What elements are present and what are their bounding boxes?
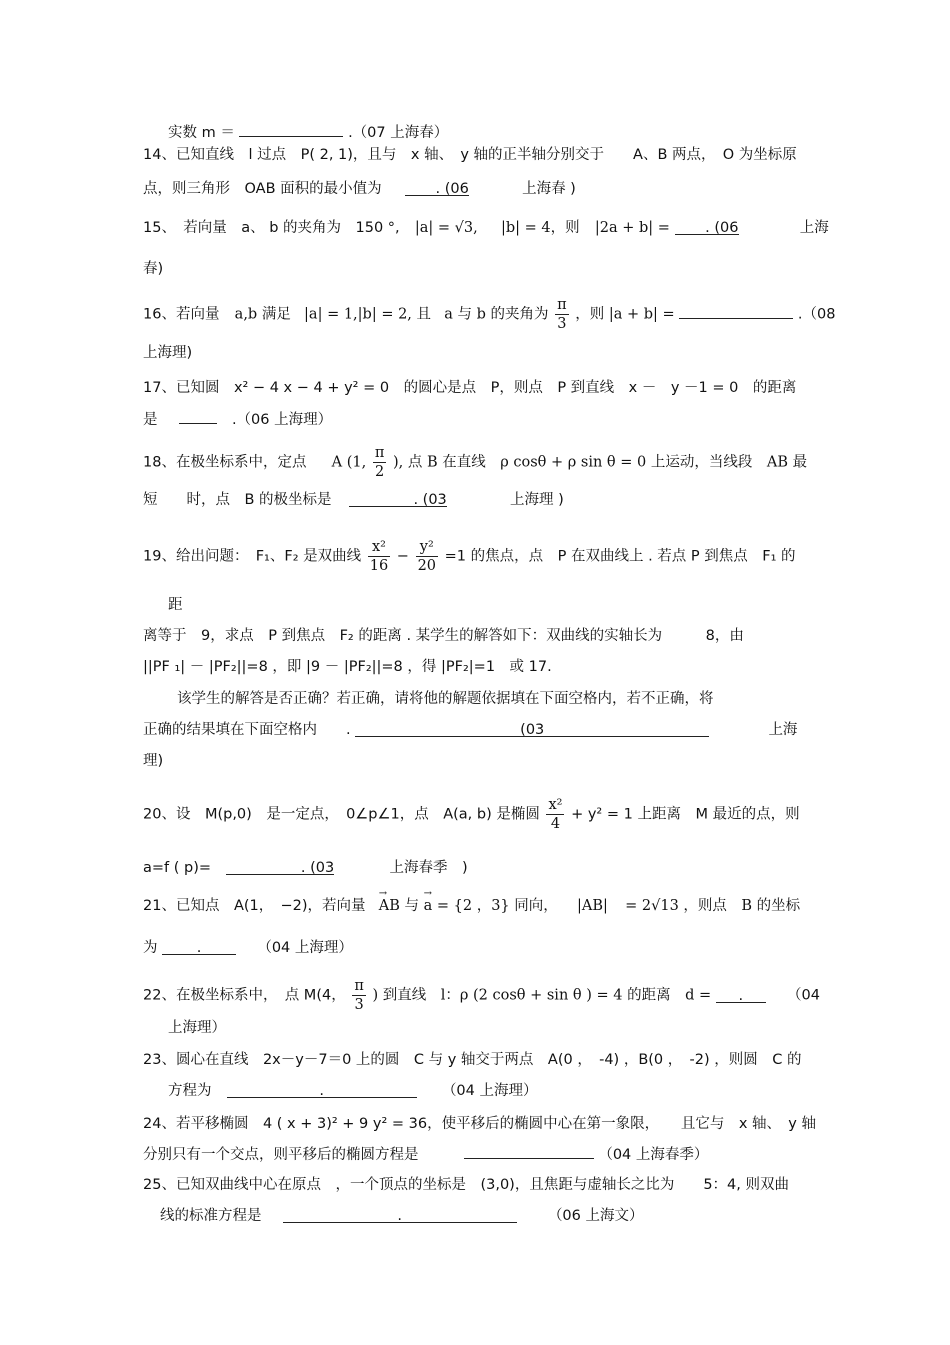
text: ，则: [575, 306, 605, 323]
fraction-y2-over-20: [416, 538, 438, 575]
question-20-line1: [143, 796, 803, 833]
numerator: π: [557, 297, 567, 313]
question-19-line3: [143, 626, 803, 646]
question-14-line2: [143, 179, 803, 199]
vector-a: → a: [424, 896, 433, 916]
text: 18、在极坐标系中，定点: [143, 454, 307, 471]
math-expr: a 与 b 的夹角为: [444, 306, 549, 323]
source-note: .（07 上海春）: [348, 125, 449, 141]
source-note: 上海: [768, 722, 798, 738]
source-note: （04 上海理）: [257, 940, 353, 956]
answer-blank: [179, 407, 217, 424]
numerator: x²: [368, 538, 390, 557]
answer-blank: [226, 858, 334, 875]
source-note: （04 上海理）: [441, 1083, 538, 1099]
numerator: π: [374, 445, 385, 461]
source-note: . (03: [413, 492, 447, 508]
answer-blank: [405, 179, 469, 196]
line-real-m: [168, 120, 828, 143]
source-note: 上海春季 ): [389, 860, 468, 876]
answer-blank: [716, 986, 766, 1003]
question-20-line2: [143, 858, 803, 878]
fraction-x2-over-16: [368, 538, 390, 575]
answer-blank: [239, 120, 343, 137]
denominator: 3: [557, 316, 567, 332]
question-24-line1: [143, 1114, 816, 1134]
question-23-line1: [143, 1050, 803, 1070]
denominator: 20: [417, 558, 437, 574]
question-25-line2: [160, 1206, 820, 1226]
answer-blank: [162, 938, 236, 955]
math-expr: |a| = √3,: [414, 220, 478, 236]
source-note: （04 上海春季）: [598, 1147, 709, 1163]
fraction-pi-over-3: [352, 977, 366, 1014]
text: 分别只有一个交点，则平移后的椭圆方程是: [143, 1147, 419, 1163]
question-25-line1: [143, 1175, 803, 1195]
text: .: [319, 1083, 325, 1099]
text: 20、设 M(p,0) 是一定点， 0∠p∠1，点 A(a, b) 是椭圆: [143, 806, 540, 823]
text: 17、已知圆 x² − 4 x − 4 + y² = 0 的圆心是点 P，则点 P 到直线 x － y －1 = 0 的距离: [143, 380, 797, 396]
source-note: 理): [143, 753, 164, 769]
question-21-line1: [143, 896, 803, 916]
source-note: (03: [520, 722, 545, 738]
answer-blank: [679, 302, 793, 319]
text: .: [397, 1208, 403, 1224]
numerator: y²: [416, 538, 438, 557]
text: 24、若平移椭圆 4 ( x + 3)² + 9 y² = 36，使平移后的椭圆中心在第一象限， 且它与 x 轴、 y 轴: [143, 1116, 816, 1132]
question-17-line1: [143, 378, 803, 398]
text: + y² = 1 上距离 M 最近的点，则: [571, 806, 800, 823]
question-23-line2: [168, 1081, 828, 1101]
text: =1 的焦点，点 P 在双曲线上 . 若点 P 到焦点 F₁ 的: [444, 548, 796, 565]
vector-ab-magnitude: |AB|: [577, 898, 608, 914]
math-expr: ), 点 B 在直线 ρ cosθ + ρ sin θ = 0 上运动，当线段 AB 最: [393, 454, 808, 471]
source-note: （04: [786, 987, 820, 1004]
source-note: .（06 上海理）: [231, 412, 333, 428]
source-note: . (06: [435, 181, 469, 197]
question-19-line5: [177, 689, 837, 709]
denominator: 16: [369, 558, 389, 574]
source-note: 春): [143, 261, 164, 277]
question-19-line6: [143, 720, 803, 740]
numerator: x²: [548, 797, 563, 813]
math-expr: = 2√13 ，则点 B 的坐标: [625, 898, 801, 914]
text: .: [196, 940, 202, 956]
text: 线的标准方程是: [160, 1208, 262, 1224]
answer-blank: [227, 1081, 417, 1098]
denominator: 2: [375, 464, 385, 480]
text: 22、在极坐标系中， 点 M(4，: [143, 987, 346, 1004]
text: 21、已知点 A(1， −2)，若向量: [143, 898, 366, 914]
question-15-line2: [143, 259, 803, 279]
source-note: . (03: [300, 860, 335, 876]
fraction-pi-over-2: [373, 444, 387, 481]
question-21-line2: [143, 938, 803, 958]
question-19-line7: [143, 751, 803, 771]
text: 19、给出问题： F₁、F₂ 是双曲线: [143, 548, 362, 565]
denominator: 4: [550, 816, 561, 832]
question-16-line2: [143, 343, 803, 363]
math-expr: =: [657, 220, 670, 236]
text: 为: [143, 940, 158, 956]
question-18-line2: [143, 490, 803, 510]
answer-blank: [283, 1206, 517, 1223]
source-note: . (06: [705, 220, 739, 236]
math-expr: A (1,: [331, 454, 367, 471]
math-expr: = {2 ，3} 同向，: [436, 898, 558, 914]
answer-blank: [349, 490, 447, 507]
text: 16、若向量: [143, 306, 220, 323]
math-expr: |b| = 4，则: [500, 220, 580, 236]
text: 实数 m ＝: [168, 125, 235, 141]
question-19-line1: [143, 538, 803, 575]
source-note: 上海理 ): [510, 492, 564, 508]
question-15-line1: [143, 218, 829, 238]
text: 是: [143, 412, 158, 428]
text: 点，则三角形 OAB 面积的最小值为: [143, 181, 382, 197]
answer-blank: [675, 218, 739, 235]
question-18-line1: [143, 444, 808, 481]
fraction-pi-over-3: [555, 296, 569, 333]
question-17-line2: [143, 407, 803, 430]
denominator: 3: [354, 997, 364, 1013]
math-expr: −: [396, 548, 409, 565]
text: 距: [168, 597, 183, 613]
text: 23、圆心在直线 2x－y－7＝0 上的圆 C 与 y 轴交于两点 A(0 ， -4) ，B(0 ， -2) ，则圆 C 的: [143, 1052, 802, 1068]
text: 正确的结果填在下面空格内 .: [143, 722, 351, 738]
math-expr: |a| = 1,|b| = 2, 且: [304, 306, 432, 323]
text: 与: [404, 898, 420, 914]
answer-blank: [355, 720, 709, 737]
text: .: [738, 987, 744, 1004]
source-note: 上海理）: [168, 1020, 226, 1036]
answer-blank: [464, 1142, 594, 1159]
question-24-line2: [143, 1142, 803, 1165]
text: 该学生的解答是否正确？若正确，请将他的解题依据填在下面空格内，若不正确，将: [177, 691, 714, 707]
text: 14、已知直线 l 过点 P( 2, 1)，且与 x 轴、 y 轴的正半轴分别交于 A、B 两点， O 为坐标原: [143, 147, 797, 163]
question-19-line2: [168, 595, 828, 615]
math-expr: a,b 满足: [234, 306, 291, 323]
question-22-line1: [143, 977, 820, 1014]
text: a=f ( p)=: [143, 860, 212, 876]
source-note: 上海春 ): [522, 181, 576, 197]
text: 方程为: [168, 1083, 212, 1099]
question-19-line4: [143, 657, 803, 677]
source-note: .（08: [797, 306, 836, 323]
question-22-line2: [168, 1018, 828, 1038]
text: 短 时，点 B 的极坐标是: [143, 492, 332, 508]
source-note: （06 上海文）: [547, 1208, 644, 1224]
math-expr: |a + b| =: [608, 306, 675, 323]
vector-ab: → AB: [379, 896, 400, 916]
text: 15、 若向量 a、 b 的夹角为 150 °,: [143, 220, 400, 236]
question-14-line1: [143, 145, 803, 165]
math-expr: |2a + b|: [594, 220, 654, 236]
source-note: 上海理): [143, 345, 193, 361]
numerator: π: [354, 978, 364, 994]
math-expr: ) 到直线 l：ρ (2 cosθ + sin θ ) = 4 的距离 d =: [372, 987, 712, 1004]
fraction-x2-over-4: [546, 796, 564, 833]
text: ||PF ₁| － |PF₂||=8 ，即 |9 － |PF₂||=8 ，得 |PF₂|=1 或 17.: [143, 659, 552, 675]
text: 25、已知双曲线中心在原点 ，一个顶点的坐标是 (3,0)，且焦距与虚轴长之比为 5：4, 则双曲: [143, 1177, 789, 1193]
source-note: 上海: [799, 220, 829, 236]
question-16-line1: [143, 296, 836, 333]
text: 离等于 9，求点 P 到焦点 F₂ 的距离 . 某学生的解答如下：双曲线的实轴长为 8，由: [143, 628, 744, 644]
